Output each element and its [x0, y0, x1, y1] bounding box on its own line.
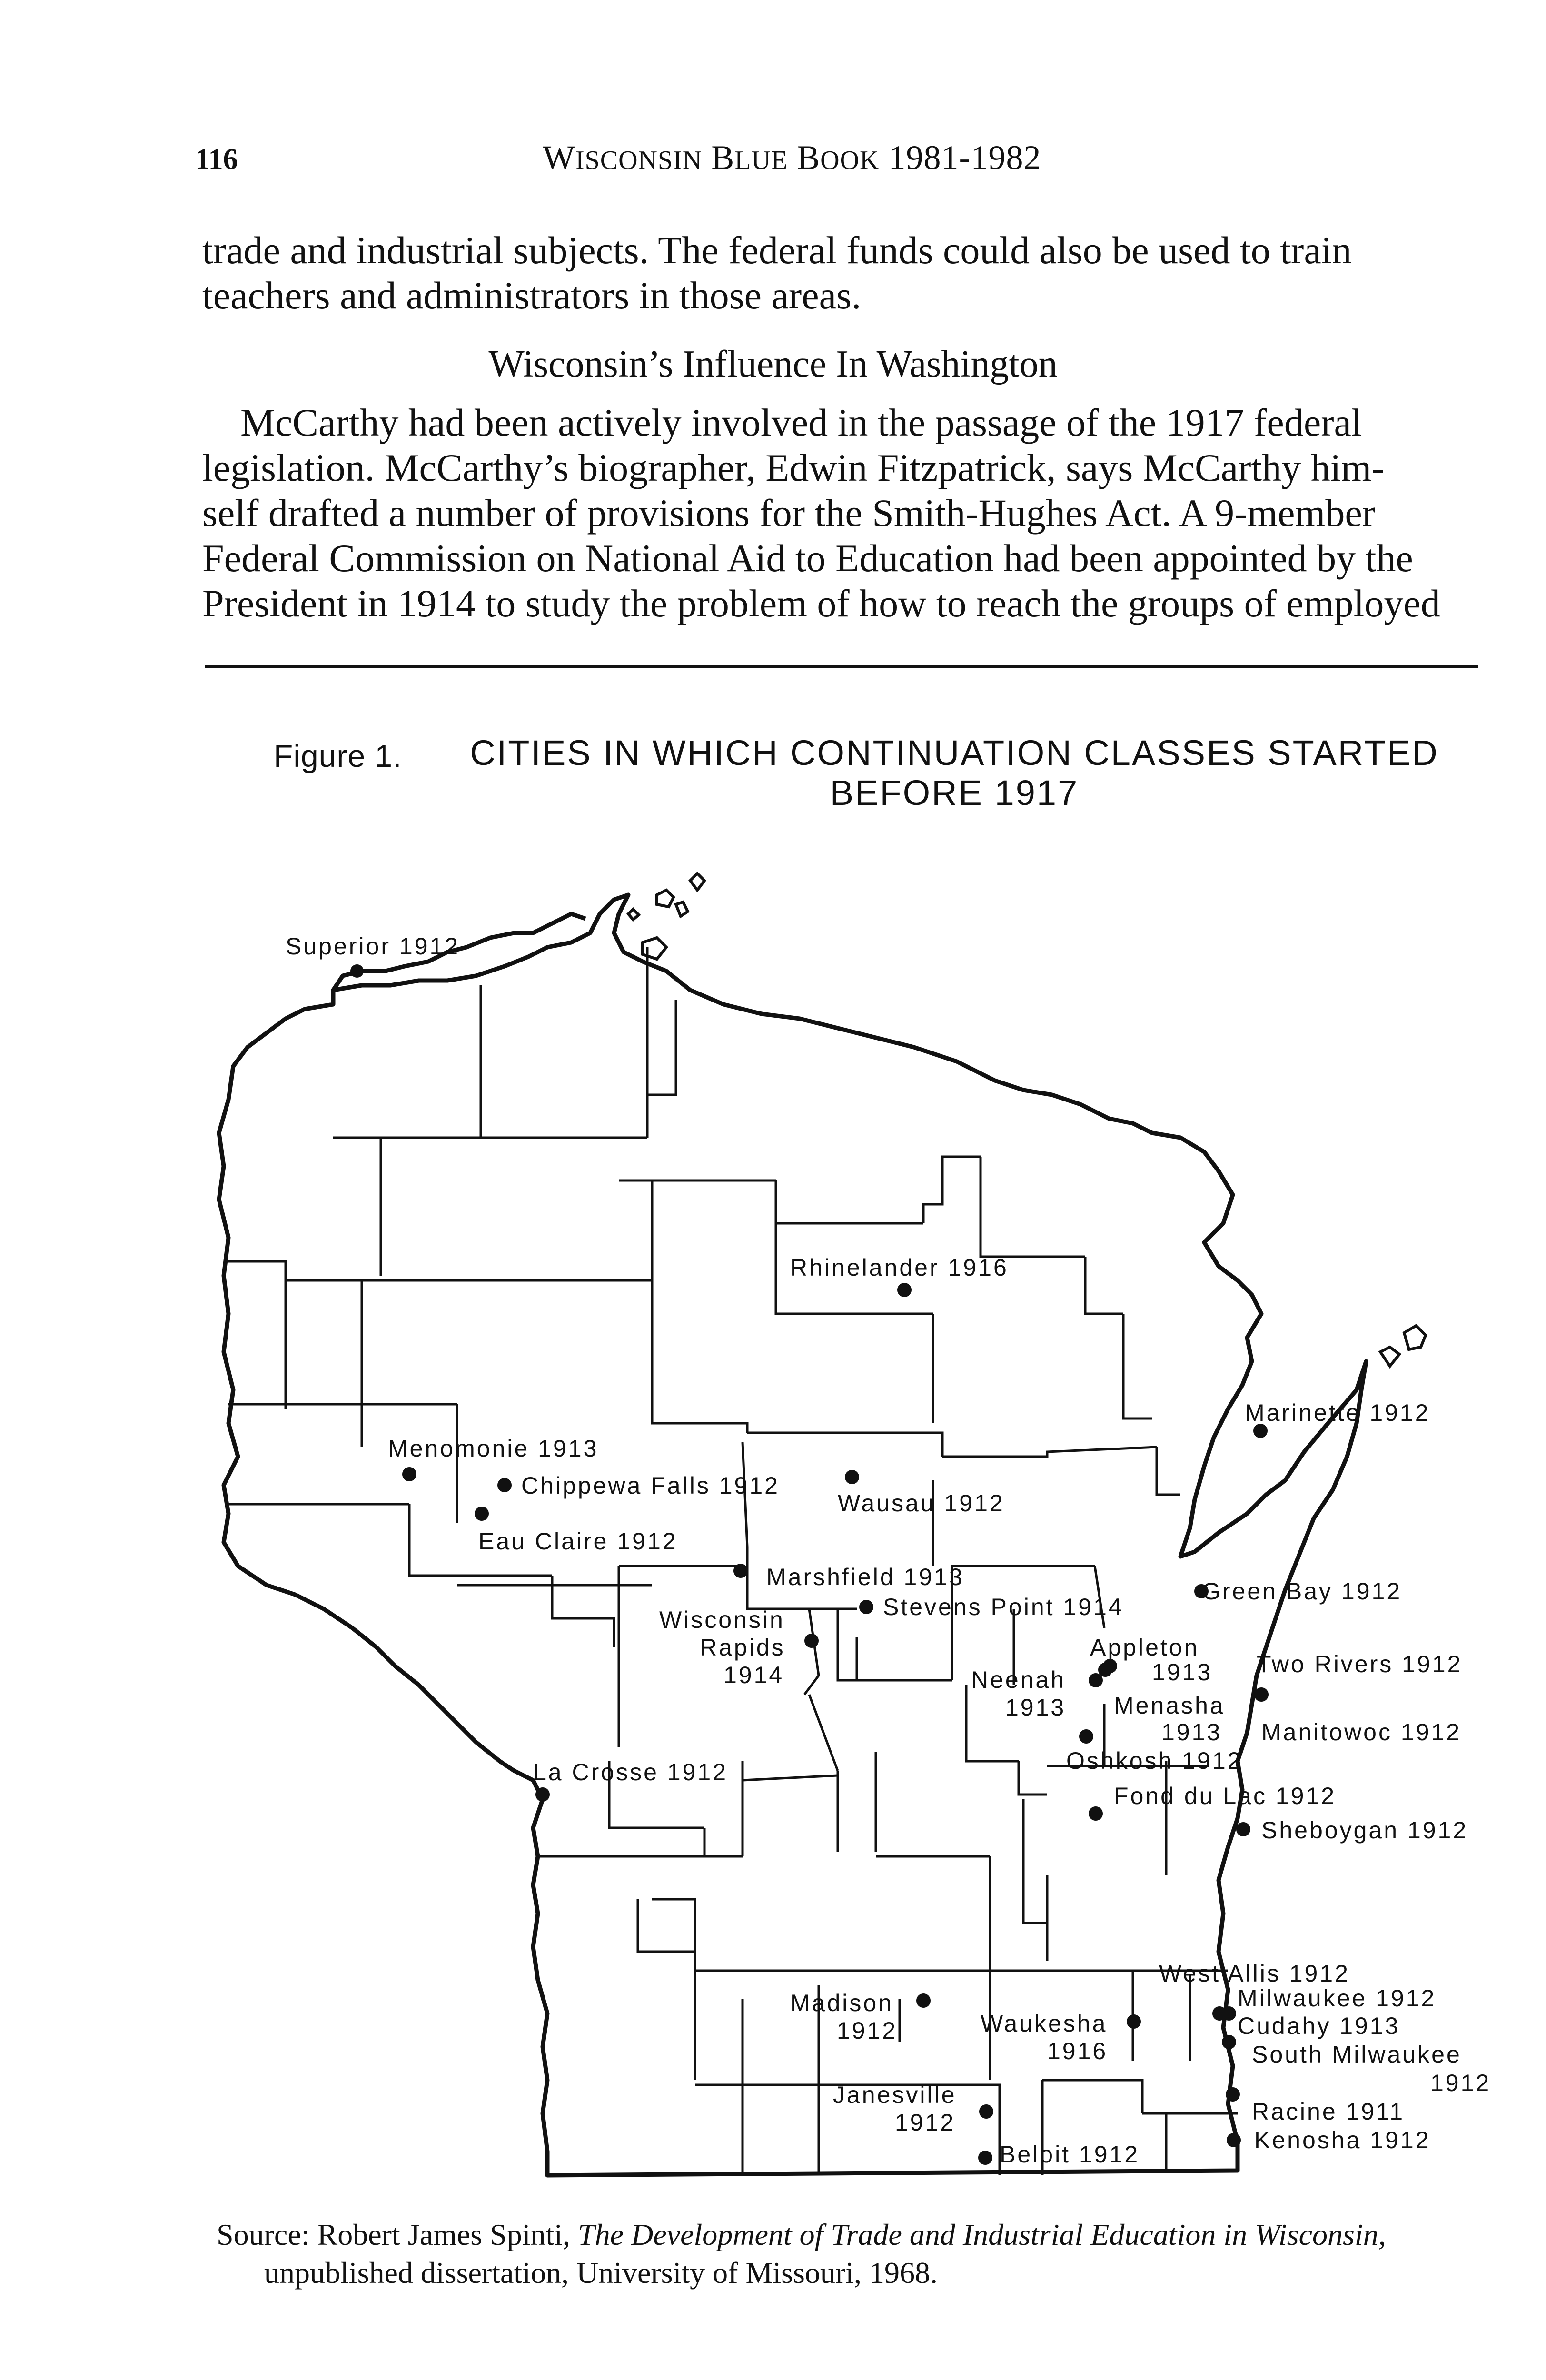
city-label-south-milwaukee: 1912: [1430, 2070, 1491, 2096]
running-title: WISCONSIN BLUE BOOK 1981-1982: [543, 139, 1041, 177]
city-dot: [804, 1634, 819, 1648]
city-label-racine: Racine 1911: [1252, 2098, 1405, 2125]
city-label-chippewa-falls: Chippewa Falls 1912: [521, 1472, 780, 1499]
city-label-oshkosh: Oshkosh 1912: [1066, 1747, 1243, 1774]
city-label-wisconsin-rapids: Wisconsin: [659, 1606, 785, 1633]
city-label-wausau: Wausau 1912: [838, 1490, 1005, 1517]
city-label-marshfield: Marshfield 1913: [766, 1564, 964, 1590]
city-dot: [897, 1283, 912, 1297]
city-label-appleton: Appleton: [1090, 1634, 1199, 1661]
city-label-neenah: 1913: [1005, 1694, 1066, 1721]
city-label-wisconsin-rapids: Rapids: [700, 1634, 785, 1661]
text-line: trade and industrial subjects. The federal funds could also be used to train: [202, 228, 1352, 272]
city-dot: [1089, 1673, 1103, 1687]
text-line: self drafted a number of provisions for the Smith-Hughes Act. A 9-member: [202, 491, 1376, 535]
figure-label: Figure 1.: [274, 738, 402, 774]
city-label-menasha: Menasha: [1114, 1692, 1225, 1719]
county-lines: [228, 947, 1238, 2175]
city-label-marinette: Marinette 1912: [1245, 1399, 1430, 1426]
city-dot: [1254, 1687, 1269, 1702]
city-dot: [350, 964, 364, 978]
city-label-waukesha: 1916: [1047, 2038, 1108, 2064]
city-dot: [1227, 2133, 1241, 2147]
figure-source: [217, 2216, 1502, 2292]
city-label-wisconsin-rapids: 1914: [723, 1662, 784, 1688]
source-title: The Development of Trade and Industrial Education in Wisconsin,: [578, 2218, 1386, 2251]
city-dot: [1236, 1822, 1250, 1836]
city-label-south-milwaukee: South Milwaukee: [1252, 2041, 1462, 2068]
city-label-manitowoc: Manitowoc 1912: [1261, 1719, 1462, 1745]
city-label-kenosha: Kenosha 1912: [1254, 2127, 1431, 2153]
text-line: legislation. McCarthy’s biographer, Edwin Fitzpatrick, says McCarthy him-: [202, 446, 1385, 489]
city-label-cudahy: Cudahy 1913: [1238, 2013, 1400, 2039]
section-heading: Wisconsin’s Influence In Washington: [488, 343, 1058, 385]
figure-title-line: CITIES IN WHICH CONTINUATION CLASSES STARTED: [470, 733, 1439, 773]
city-label-la-crosse: La Crosse 1912: [533, 1759, 728, 1785]
city-dot: [845, 1470, 859, 1484]
city-dot: [733, 1564, 748, 1578]
city-label-janesville: Janesville: [833, 2082, 957, 2108]
text-line: Federal Commission on National Aid to Education had been appointed by the: [202, 536, 1413, 580]
city-label-madison: Madison: [790, 1990, 893, 2016]
city-label-menasha: 1913: [1161, 1719, 1222, 1745]
city-dot: [979, 2104, 993, 2119]
city-label-menomonie: Menomonie 1913: [388, 1435, 599, 1462]
city-dot: [1226, 2087, 1240, 2102]
city-dot: [497, 1478, 512, 1492]
source-prefix: Source: Robert James Spinti,: [217, 2218, 578, 2251]
city-label-neenah: Neenah: [971, 1666, 1066, 1693]
city-dot: [1222, 2035, 1236, 2049]
city-label-two-rivers: Two Rivers 1912: [1257, 1651, 1463, 1677]
city-dot: [1222, 2006, 1236, 2021]
city-label-beloit: Beloit 1912: [1000, 2141, 1140, 2168]
city-dot: [402, 1467, 416, 1481]
city-label-waukesha: Waukesha: [981, 2010, 1108, 2037]
city-dot: [535, 1787, 550, 1802]
islands: [628, 873, 1426, 1366]
city-label-stevens-point: Stevens Point 1914: [883, 1594, 1124, 1620]
page-number: 116: [195, 143, 238, 176]
city-labels: [286, 933, 1491, 2168]
city-label-appleton: 1913: [1152, 1659, 1213, 1686]
city-dot: [978, 2151, 992, 2165]
city-dot: [859, 1600, 873, 1614]
city-label-eau-claire: Eau Claire 1912: [478, 1528, 678, 1555]
city-label-sheboygan: Sheboygan 1912: [1261, 1817, 1468, 1844]
city-dot: [1079, 1729, 1093, 1744]
city-label-west-allis: West Allis 1912: [1159, 1960, 1350, 1987]
city-dot: [916, 1993, 931, 2008]
city-label-fond-du-lac: Fond du Lac 1912: [1114, 1783, 1337, 1809]
city-label-milwaukee: Milwaukee 1912: [1238, 1985, 1437, 2012]
figure-title-line: BEFORE 1917: [830, 773, 1079, 813]
city-dot: [1127, 2014, 1141, 2029]
city-dot: [475, 1507, 489, 1521]
city-label-janesville: 1912: [895, 2109, 956, 2136]
city-label-green-bay: Green Bay 1912: [1202, 1578, 1402, 1605]
city-label-rhinelander: Rhinelander 1916: [790, 1254, 1009, 1281]
text-line: McCarthy had been actively involved in the passage of the 1917 federal: [240, 401, 1362, 444]
source-line-2: unpublished dissertation, University of Missouri, 1968.: [264, 2256, 938, 2290]
city-label-madison: 1912: [837, 2017, 898, 2044]
city-dot: [1089, 1806, 1103, 1821]
text-line: President in 1914 to study the problem of how to reach the groups of employed: [202, 582, 1440, 625]
text-line: teachers and administrators in those areas.: [202, 274, 862, 317]
city-label-superior: Superior 1912: [286, 933, 460, 960]
